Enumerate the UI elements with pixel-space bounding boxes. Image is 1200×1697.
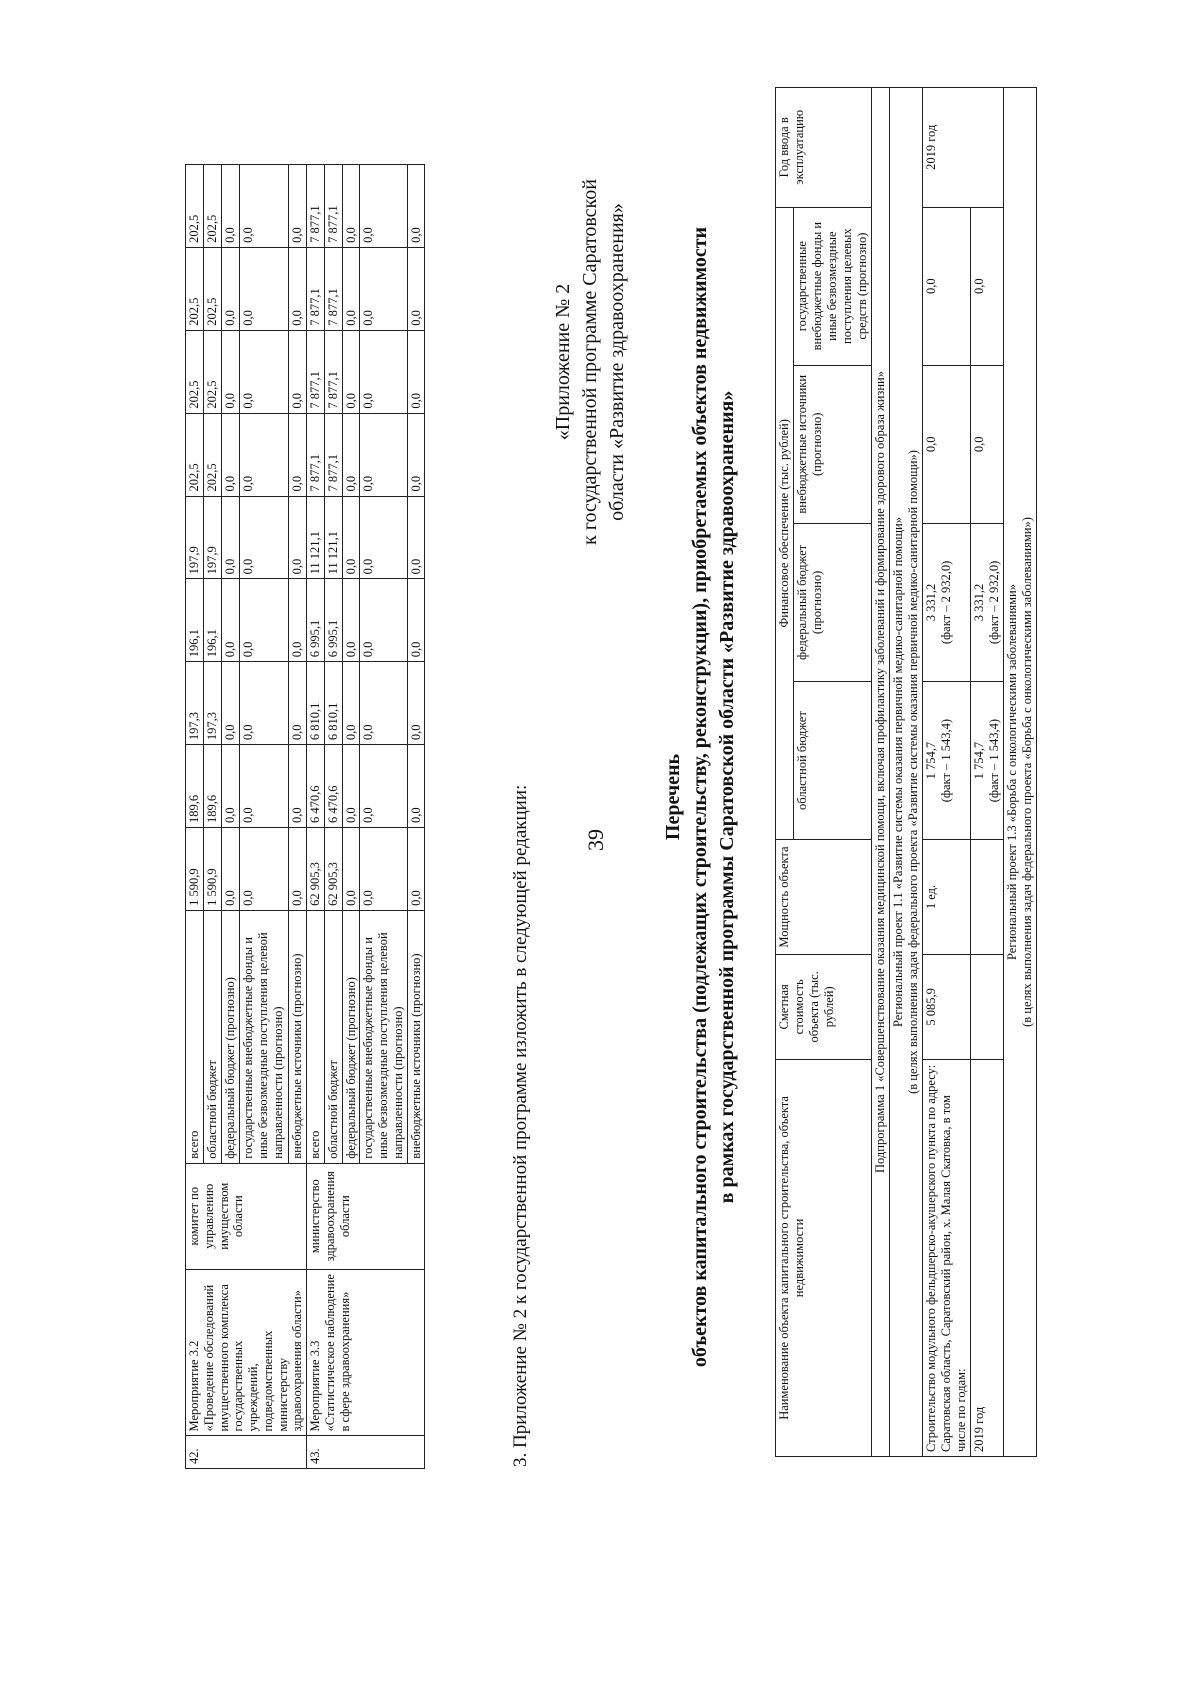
header-year: Год ввода в эксплуатацию xyxy=(776,88,872,208)
funding-value: 7 877,1 xyxy=(307,247,325,330)
funding-value: 0,0 xyxy=(222,413,240,496)
object-capacity: 1 ед. xyxy=(923,840,971,955)
activity-name: Мероприятие 3.3 «Статистическое наблюдение в сфере здравоохранения» xyxy=(307,1269,425,1436)
funding-value: 0,0 xyxy=(288,496,306,579)
funding-source: внебюджетные источники (прогнозно) xyxy=(407,910,425,1163)
funding-value: 202,5 xyxy=(186,247,204,330)
funding-source: областной бюджет xyxy=(324,910,342,1163)
funding-value: 0,0 xyxy=(240,413,288,496)
funding-value: 0,0 xyxy=(360,828,407,911)
funding-value: 197,3 xyxy=(186,662,204,745)
funding-source: федеральный бюджет (прогнозно) xyxy=(222,910,240,1163)
object-regional-value: 1 754,7 xyxy=(924,741,938,780)
year-regional-fact: (факт – 1 543,4) xyxy=(987,718,1001,803)
funding-value: 0,0 xyxy=(360,579,407,662)
funding-source: областной бюджет xyxy=(204,910,222,1163)
object-regional xyxy=(923,682,971,840)
funding-value: 0,0 xyxy=(240,745,288,828)
list-title-line-1: Перечень xyxy=(662,753,684,841)
subprogram-row xyxy=(872,88,890,1457)
header-cost: Сметная стоимость объекта (тыс. рублей) xyxy=(776,954,872,1059)
funding-value: 11 121,1 xyxy=(324,496,342,579)
funding-value: 189,6 xyxy=(186,745,204,828)
year-label: 2019 год xyxy=(971,1059,1004,1456)
responsible-executor: министерство здравоохранения области xyxy=(307,1163,425,1269)
funding-source: государственные внебюджетные фонды и иные безвозмездные поступления целевой направленности (прогнозно) xyxy=(360,910,407,1163)
funding-value: 202,5 xyxy=(204,413,222,496)
funding-value: 0,0 xyxy=(240,247,288,330)
funding-value: 7 877,1 xyxy=(324,247,342,330)
subprogram-title: Подпрограмма 1 «Совершенствование оказания медицинской помощи, включая профилактику заболеваний и формирование здорового образа жизни» xyxy=(872,88,890,1457)
year-funds: 0,0 xyxy=(971,207,1004,365)
funding-value: 7 877,1 xyxy=(307,413,325,496)
header-extra: внебюджетные источники (прогнозно) xyxy=(794,365,872,523)
capital-objects-table xyxy=(775,87,1037,1457)
funding-value: 6 995,1 xyxy=(307,579,325,662)
table-row xyxy=(186,165,204,1469)
funding-value: 197,9 xyxy=(186,496,204,579)
funding-value: 0,0 xyxy=(360,165,407,248)
list-title xyxy=(660,197,741,1397)
funding-value: 0,0 xyxy=(240,828,288,911)
object-federal xyxy=(923,523,971,681)
funding-value: 0,0 xyxy=(360,247,407,330)
funding-value: 0,0 xyxy=(240,579,288,662)
funding-value: 0,0 xyxy=(407,496,425,579)
object-federal-value: 3 331,2 xyxy=(924,583,938,622)
funding-value: 0,0 xyxy=(342,745,360,828)
table-row xyxy=(307,165,325,1469)
header-object: Наименование объекта капитального строительства, объекта недвижимости xyxy=(776,1059,872,1456)
list-title-line-2: объектов капитального строительства (подлежащих строительству, реконструкции), приобретаемых объектов недвижимости xyxy=(689,226,711,1368)
project-1-1-name: Региональный проект 1.1 «Развитие системы оказания первичной медико-санитарной помощи» xyxy=(891,516,905,1028)
funding-value: 0,0 xyxy=(342,247,360,330)
funding-value: 0,0 xyxy=(288,579,306,662)
appendix-heading xyxy=(550,102,631,622)
funding-value: 202,5 xyxy=(186,330,204,413)
object-federal-fact: (факт – 2 932,0) xyxy=(939,560,953,645)
activity-name: Мероприятие 3.2 «Проведение обследований имущественного комплекса государственных учреждений, подведомственных министерству здравоохранения области» xyxy=(186,1269,307,1436)
funding-value: 197,3 xyxy=(204,662,222,745)
funding-value: 0,0 xyxy=(222,165,240,248)
funding-value: 0,0 xyxy=(360,745,407,828)
header-funds: государственные внебюджетные фонды и иные безвозмездные поступления целевых средств (прогнозно) xyxy=(794,207,872,365)
funding-value: 196,1 xyxy=(204,579,222,662)
object-name: Строительство модульного фельдшерско-акушерского пункта по адресу: Саратовская область, Саратовский район, х. Малая Скатовка, в том числе по годам: xyxy=(923,1059,971,1456)
funding-value: 0,0 xyxy=(360,496,407,579)
funding-value: 0,0 xyxy=(288,330,306,413)
funding-value: 0,0 xyxy=(288,413,306,496)
funding-source: всего xyxy=(186,910,204,1163)
funding-value: 189,6 xyxy=(204,745,222,828)
funding-value: 0,0 xyxy=(342,413,360,496)
header-capacity: Мощность объекта xyxy=(776,840,872,955)
amendment-note: 3. Приложение № 2 к государственной программе изложить в следующей редакции: xyxy=(510,784,531,1467)
funding-value: 7 877,1 xyxy=(307,330,325,413)
project-1-3-name: Региональный проект 1.3 «Борьба с онкологическими заболеваниями» xyxy=(1005,584,1019,960)
header-federal: федеральный бюджет (прогнозно) xyxy=(794,523,872,681)
funding-value: 202,5 xyxy=(186,165,204,248)
funding-value: 0,0 xyxy=(407,247,425,330)
funding-value: 202,5 xyxy=(204,247,222,330)
funding-value: 7 877,1 xyxy=(324,165,342,248)
program-activities-table xyxy=(185,164,425,1469)
funding-value: 6 470,6 xyxy=(307,745,325,828)
object-cost: 5 085,9 xyxy=(923,954,971,1059)
funding-value: 0,0 xyxy=(342,330,360,413)
header-financing: Финансовое обеспечение (тыс. рублей) xyxy=(776,207,794,840)
funding-value: 0,0 xyxy=(222,330,240,413)
funding-value: 1 590,9 xyxy=(204,828,222,911)
funding-value: 0,0 xyxy=(222,745,240,828)
funding-value: 0,0 xyxy=(407,579,425,662)
funding-value: 6 810,1 xyxy=(307,662,325,745)
funding-source: федеральный бюджет (прогнозно) xyxy=(342,910,360,1163)
year-federal-fact: (факт – 2 932,0) xyxy=(987,560,1001,645)
page-number: 39 xyxy=(583,829,608,851)
funding-value: 1 590,9 xyxy=(186,828,204,911)
funding-value: 0,0 xyxy=(288,165,306,248)
funding-value: 7 877,1 xyxy=(324,330,342,413)
funding-value: 0,0 xyxy=(407,330,425,413)
list-title-line-3: в рамках государственной программы Саратовской области «Развитие здравоохранения» xyxy=(716,390,738,1204)
project-1-1-row xyxy=(890,88,923,1457)
funding-value: 0,0 xyxy=(360,662,407,745)
funding-value: 0,0 xyxy=(342,828,360,911)
row-number: 42. xyxy=(186,1436,307,1469)
year-federal-value: 3 331,2 xyxy=(972,583,986,622)
funding-value: 0,0 xyxy=(288,247,306,330)
funding-value: 0,0 xyxy=(342,496,360,579)
year-federal xyxy=(971,523,1004,681)
funding-value: 0,0 xyxy=(240,330,288,413)
project-1-3-row xyxy=(1004,88,1037,1457)
funding-value: 0,0 xyxy=(288,662,306,745)
appendix-line-2: к государственной программе Саратовской xyxy=(579,179,601,545)
funding-value: 0,0 xyxy=(407,662,425,745)
funding-value: 0,0 xyxy=(222,662,240,745)
funding-value: 0,0 xyxy=(407,165,425,248)
funding-value: 0,0 xyxy=(342,165,360,248)
funding-value: 0,0 xyxy=(222,496,240,579)
funding-value: 62 905,3 xyxy=(324,828,342,911)
funding-value: 0,0 xyxy=(360,413,407,496)
funding-value: 62 905,3 xyxy=(307,828,325,911)
year-extra: 0,0 xyxy=(971,365,1004,523)
appendix-line-3: области «Развитие здравоохранения» xyxy=(606,203,628,521)
project-1-3-title xyxy=(1004,88,1037,1457)
funding-value: 202,5 xyxy=(204,330,222,413)
funding-value: 197,9 xyxy=(204,496,222,579)
funding-source: всего xyxy=(307,910,325,1163)
funding-value: 0,0 xyxy=(240,165,288,248)
funding-value: 6 470,6 xyxy=(324,745,342,828)
funding-value: 0,0 xyxy=(407,745,425,828)
funding-source: внебюджетные источники (прогнозно) xyxy=(288,910,306,1163)
funding-value: 6 810,1 xyxy=(324,662,342,745)
funding-value: 7 877,1 xyxy=(307,165,325,248)
funding-value: 0,0 xyxy=(407,413,425,496)
funding-value: 0,0 xyxy=(342,579,360,662)
object-row xyxy=(923,88,971,1457)
funding-value: 0,0 xyxy=(222,247,240,330)
funding-value: 0,0 xyxy=(407,828,425,911)
year-capacity-empty xyxy=(971,840,1004,955)
year-regional xyxy=(971,682,1004,840)
funding-value: 0,0 xyxy=(240,662,288,745)
funding-value: 202,5 xyxy=(204,165,222,248)
object-year: 2019 год xyxy=(923,88,1004,208)
funding-value: 6 995,1 xyxy=(324,579,342,662)
funding-value: 202,5 xyxy=(186,413,204,496)
row-number: 43. xyxy=(307,1436,425,1469)
responsible-executor: комитет по управлению имуществом области xyxy=(186,1163,307,1269)
funding-value: 0,0 xyxy=(360,330,407,413)
object-funds: 0,0 xyxy=(923,207,971,365)
year-row xyxy=(971,88,1004,1457)
object-extra: 0,0 xyxy=(923,365,971,523)
header-regional: областной бюджет xyxy=(794,682,872,840)
project-1-1-title xyxy=(890,88,923,1457)
funding-source: государственные внебюджетные фонды и иные безвозмездные поступления целевой направленности (прогнозно) xyxy=(240,910,288,1163)
object-regional-fact: (факт – 1 543,4) xyxy=(939,718,953,803)
project-1-3-goal: (в целях выполнения задач федерального проекта «Борьба с онкологическими заболеваниями») xyxy=(1020,517,1034,1027)
funding-value: 0,0 xyxy=(240,496,288,579)
year-cost-empty xyxy=(971,954,1004,1059)
funding-value: 0,0 xyxy=(342,662,360,745)
project-1-1-goal: (в целях выполнения задач федерального проекта «Развитие системы оказания первичной медико-санитарной помощи») xyxy=(906,450,920,1094)
funding-value: 7 877,1 xyxy=(324,413,342,496)
header-row-1 xyxy=(776,88,794,1457)
funding-value: 0,0 xyxy=(222,579,240,662)
funding-value: 0,0 xyxy=(288,828,306,911)
appendix-line-1: «Приложение № 2 xyxy=(552,283,574,441)
funding-value: 0,0 xyxy=(288,745,306,828)
funding-value: 11 121,1 xyxy=(307,496,325,579)
year-regional-value: 1 754,7 xyxy=(972,741,986,780)
funding-value: 0,0 xyxy=(222,828,240,911)
funding-value: 196,1 xyxy=(186,579,204,662)
